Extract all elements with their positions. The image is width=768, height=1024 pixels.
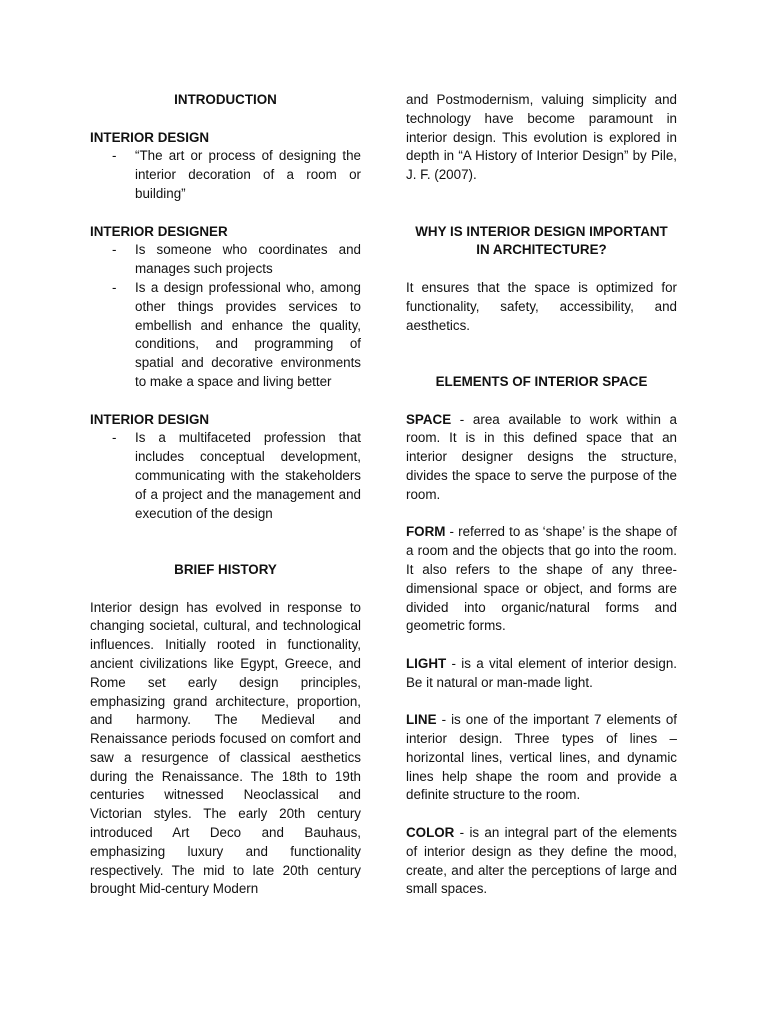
element-description: - is an integral part of the elements of interior design as they define the mood, create, and alter the perceptions of large and small spaces. xyxy=(406,825,677,897)
interior-design-profession-list xyxy=(90,429,361,523)
history-continued-paragraph: and Postmodernism, valuing simplicity and technology have become paramount in interior design. This evolution is explored in depth in “A History of Interior Design” by Pile, J. F. (2007). xyxy=(406,92,677,183)
element-description: - is one of the important 7 elements of interior design. Three types of lines – horizontal lines, vertical lines, and dynamic lines help shape the room and provide a definite structure to the room. xyxy=(406,712,677,803)
interior-design-definition-list xyxy=(90,147,361,203)
list-item-text: “The art or process of designing the interior decoration of a room or building” xyxy=(135,148,361,201)
right-column xyxy=(406,91,677,899)
interior-design-heading: INTERIOR DESIGN xyxy=(90,129,210,145)
dash-bullet: - xyxy=(112,279,117,295)
element-description: - area available to work within a room. It is in this defined space that an interior designer designs the structure, divides the space to serve the purpose of the room. xyxy=(406,411,677,502)
list-item xyxy=(90,147,361,203)
element-color xyxy=(406,824,677,899)
left-column xyxy=(90,91,361,899)
dash-bullet: - xyxy=(112,148,117,164)
brief-history-title: BRIEF HISTORY xyxy=(174,561,277,577)
list-item-text: Is a multifaceted profession that includes conceptual development, communicating with the stakeholders of a project and the management and execution of the design xyxy=(135,430,361,521)
element-light xyxy=(406,655,677,693)
element-term: SPACE xyxy=(406,411,452,427)
element-term: COLOR xyxy=(406,825,455,841)
list-item-text: Is a design professional who, among other things provides services to embellish and enhance the quality, conditions, and programming of spatial and decorative environments to make a space and living better xyxy=(135,279,361,389)
why-important-title: WHY IS INTERIOR DESIGN IMPORTANT IN ARCHITECTURE? xyxy=(415,223,668,258)
introduction-title: INTRODUCTION xyxy=(174,92,277,107)
element-line xyxy=(406,711,677,805)
element-description: - referred to as ‘shape’ is the shape of a room and the objects that go into the room. It also refers to the shape of any three-dimensional space or object, and forms are divided into organic/natural forms and geometric forms. xyxy=(406,524,677,634)
dash-bullet: - xyxy=(112,242,117,258)
element-term: FORM xyxy=(406,524,446,540)
list-item-text: Is someone who coordinates and manages such projects xyxy=(135,242,361,277)
element-term: LINE xyxy=(406,712,437,728)
brief-history-paragraph: Interior design has evolved in response to changing societal, cultural, and technological influences. Initially rooted in functionality, ancient civilizations like Egypt, Greece, and Rome set early design principles, emphasizing grand architecture, proportion, and harmony. The Medieval and Renaissance periods focused on comfort and saw a resurgence of classical aesthetics during the Renaissance. The 18th to 19th centuries witnessed Neoclassical and Victorian styles. The early 20th century introduced Art Deco and Bauhaus, emphasizing luxury and functionality respectively. The mid to late 20th century brought Mid-century Modern xyxy=(90,599,361,897)
element-space xyxy=(406,411,677,505)
elements-title: ELEMENTS OF INTERIOR SPACE xyxy=(435,373,648,389)
list-item xyxy=(90,279,361,392)
why-important-paragraph: It ensures that the space is optimized for functionality, safety, accessibility, and aesthetics. xyxy=(406,279,677,333)
list-item xyxy=(90,241,361,279)
interior-design-heading-2: INTERIOR DESIGN xyxy=(90,411,210,427)
dash-bullet: - xyxy=(112,430,117,446)
element-form xyxy=(406,523,677,636)
element-term: LIGHT xyxy=(406,655,447,671)
list-item xyxy=(90,429,361,523)
element-description: - is a vital element of interior design. Be it natural or man-made light. xyxy=(406,655,677,690)
interior-designer-heading: INTERIOR DESIGNER xyxy=(90,223,228,239)
interior-designer-definition-list xyxy=(90,241,361,391)
